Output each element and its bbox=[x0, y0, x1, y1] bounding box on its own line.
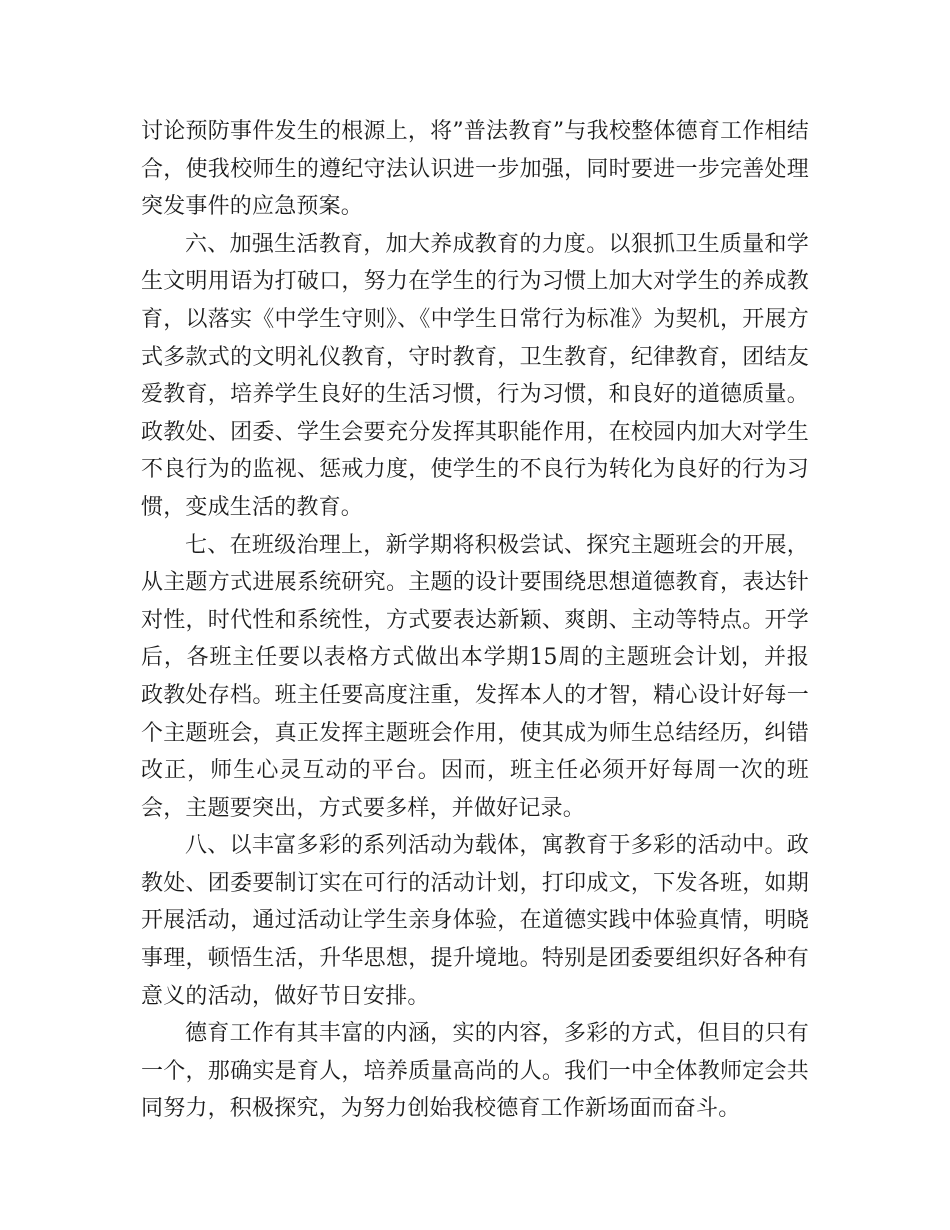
document-page bbox=[141, 113, 809, 1128]
paragraph-conclusion: 德育工作有其丰富的内涵，实的内容，多彩的方式，但目的只有一个，那确实是育人，培养质量高尚的人。我们一中全体教师定会共同努力，积极探究，为努力创始我校德育工作新场面而奋斗。 bbox=[141, 1021, 809, 1122]
paragraph-section-seven: 七、在班级治理上，新学期将积极尝试、探究主题班会的开展，从主题方式进展系统研究。主题的设计要围绕思想道德教育，表达针对性，时代性和系统性，方式要表达新颖、爽朗、主动等特点。开学后，各班主任要以表格方式做出本学期15周的主题班会计划，并报政教处存档。班主任要高度注重，发挥本人的才智，精心设计好每一个主题班会，真正发挥主题班会作用，使其成为师生总结经历，纠错改正，师生心灵互动的平台。因而，班主任必须开好每周一次的班会，主题要突出，方式要多样，并做好记录。 bbox=[141, 532, 809, 821]
paragraph-section-six: 六、加强生活教育，加大养成教育的力度。以狠抓卫生质量和学生文明用语为打破口，努力在学生的行为习惯上加大对学生的养成教育，以落实《中学生守则》、《中学生日常行为标准》为契机，开展方式多款式的文明礼仪教育，守时教育，卫生教育，纪律教育，团结友爱教育，培养学生良好的生活习惯，行为习惯，和良好的道德质量。政教处、团委、学生会要充分发挥其职能作用，在校园内加大对学生不良行为的监视、惩戒力度，使学生的不良行为转化为良好的行为习惯，变成生活的教育。 bbox=[141, 231, 809, 520]
paragraph-continuation: 讨论预防事件发生的根源上，将”普法教育”与我校整体德育工作相结合，使我校师生的遵纪守法认识进一步加强，同时要进一步完善处理突发事件的应急预案。 bbox=[141, 119, 809, 220]
paragraph-section-eight: 八、以丰富多彩的系列活动为载体，寓教育于多彩的活动中。政教处、团委要制订实在可行的活动计划，打印成文，下发各班，如期开展活动，通过活动让学生亲身体验，在道德实践中体验真情，明晓事理，顿悟生活，升华思想，提升境地。特别是团委要组织好各种有意义的活动，做好节日安排。 bbox=[141, 833, 809, 1009]
